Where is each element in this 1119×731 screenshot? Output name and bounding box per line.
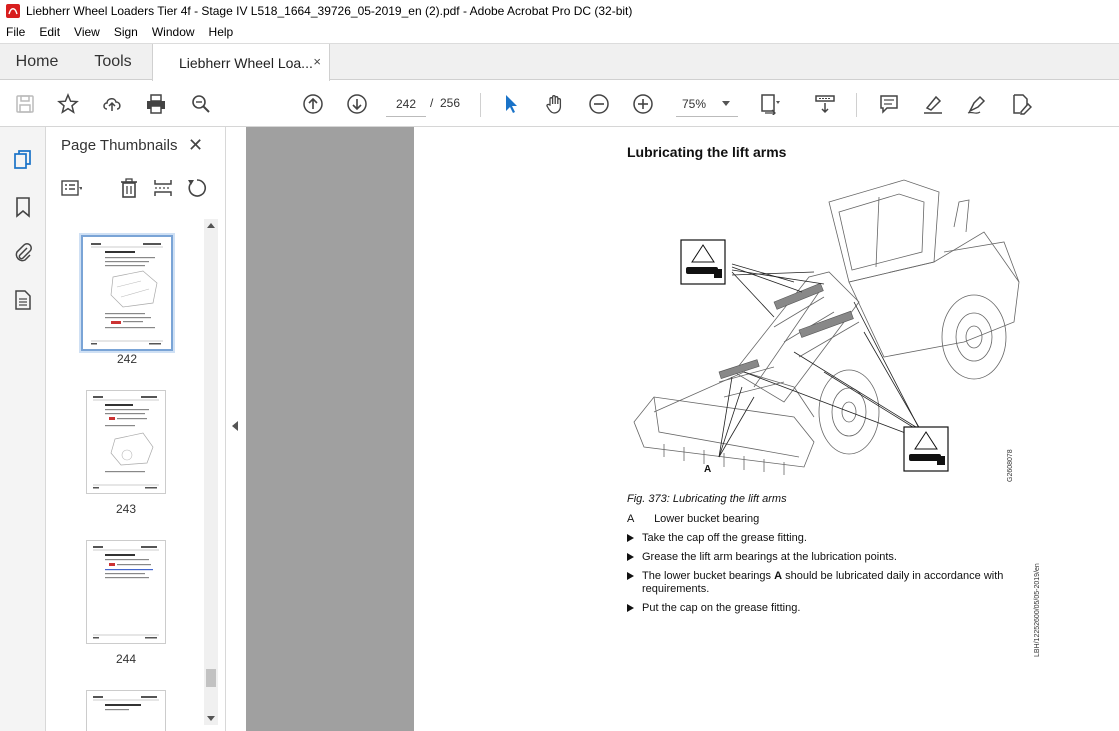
title-bar: [0, 0, 1119, 22]
instruction-step: [627, 602, 1017, 615]
zoom-value: 75%: [682, 96, 707, 111]
zoom-out-icon[interactable]: [586, 91, 612, 117]
close-tab-icon[interactable]: ×: [313, 54, 321, 69]
menu-window[interactable]: Window: [151, 25, 195, 39]
step-bullet-icon: [627, 553, 634, 561]
scrollbar-thumb[interactable]: [206, 669, 216, 687]
step-text-post: should be lubricated daily in accordance with requirements.: [642, 570, 1004, 595]
thumbnail-list[interactable]: [46, 219, 204, 731]
rotate-page-icon[interactable]: [184, 175, 210, 201]
figure-caption: Fig. 373: Lubricating the lift arms: [627, 493, 787, 505]
tab-bar: [0, 43, 1119, 80]
scroll-down-icon[interactable]: [207, 716, 215, 721]
thumbnail-page-242[interactable]: [81, 235, 173, 351]
save-icon[interactable]: [12, 91, 38, 117]
page-down-icon[interactable]: [344, 91, 370, 117]
thumbnail-options-icon[interactable]: [58, 175, 84, 201]
step-text: Put the cap on the grease fitting.: [642, 602, 801, 614]
window-title: Liebherr Wheel Loaders Tier 4f - Stage IV L518_1664_39726_05-2019_en (2).pdf - Adobe Acrobat Pro DC (32-bit): [26, 4, 633, 18]
print-icon[interactable]: [143, 91, 169, 117]
total-pages: 256: [440, 96, 461, 110]
bookmark-icon[interactable]: [10, 194, 36, 220]
panel-title: Page Thumbnails: [61, 137, 178, 154]
step-text-bold: A: [774, 570, 783, 582]
instruction-step: [627, 551, 1017, 564]
menu-edit[interactable]: Edit: [39, 25, 61, 39]
thumbnail-preview: [87, 691, 165, 731]
page-thumbnails-icon[interactable]: [10, 147, 36, 173]
instruction-step: [627, 570, 1017, 596]
thumbnail-toolbar: [58, 175, 218, 201]
attachment-icon[interactable]: [10, 240, 36, 266]
step-bullet-icon: [627, 534, 634, 542]
scroll-mode-icon[interactable]: [812, 91, 838, 117]
grease-warning-icon: [681, 240, 725, 284]
zoom-select[interactable]: [676, 91, 738, 117]
zoom-search-icon[interactable]: [188, 91, 214, 117]
thumbnail-label: 244: [115, 652, 137, 666]
document-side-code: LBH/12252600/05/05-2019/en: [1034, 563, 1041, 657]
page-number-input[interactable]: [386, 91, 426, 117]
figure-legend: [627, 513, 759, 525]
menu-help[interactable]: Help: [208, 25, 234, 39]
thumbnail-label: 243: [115, 502, 137, 516]
insert-page-icon[interactable]: [150, 175, 176, 201]
comment-icon[interactable]: [876, 91, 902, 117]
menu-bar: [0, 22, 1119, 42]
acrobat-app-icon: [6, 4, 20, 18]
step-bullet-icon: [627, 604, 634, 612]
menu-file[interactable]: File: [6, 25, 26, 39]
step-bullet-icon: [627, 572, 634, 580]
close-panel-icon[interactable]: ✕: [188, 135, 204, 155]
zoom-in-icon[interactable]: [630, 91, 656, 117]
thumbnail-label: 242: [116, 352, 138, 366]
page-up-icon[interactable]: [300, 91, 326, 117]
thumbnail-page-243[interactable]: [86, 390, 166, 494]
delete-page-icon[interactable]: [116, 175, 142, 201]
figure-code: G2608078: [1007, 449, 1014, 482]
step-text: [642, 570, 1017, 596]
legend-text: Lower bucket bearing: [654, 513, 760, 525]
instruction-step: [627, 532, 1017, 545]
panel-collapse-handle[interactable]: [226, 127, 246, 731]
step-text-pre: The lower bucket bearings: [642, 570, 775, 582]
thumbnail-panel: [46, 127, 226, 731]
legend-key: A: [627, 513, 635, 525]
tab-home[interactable]: Home: [15, 53, 59, 70]
pdf-page: [414, 127, 1119, 731]
main-toolbar: [0, 81, 1119, 127]
thumbnail-preview: [87, 391, 165, 493]
thumbnail-preview: [87, 541, 165, 643]
grease-warning-icon: [904, 427, 948, 471]
page-separator: /: [430, 96, 434, 110]
tab-tools[interactable]: Tools: [94, 53, 132, 70]
document-layers-icon[interactable]: [10, 287, 36, 313]
upload-icon[interactable]: [99, 91, 125, 117]
edit-text-icon[interactable]: [1008, 91, 1034, 117]
thumbnail-preview: [83, 237, 171, 349]
page-heading: Lubricating the lift arms: [627, 144, 787, 160]
toolbar-divider: [856, 93, 857, 117]
step-text: Grease the lift arm bearings at the lubrication points.: [642, 551, 897, 563]
hand-icon[interactable]: [542, 91, 568, 117]
toolbar-divider: [480, 93, 481, 117]
thumbnail-scrollbar[interactable]: [204, 219, 218, 725]
wheel-loader-illustration: [624, 172, 1024, 482]
tab-document[interactable]: [152, 44, 330, 81]
star-icon[interactable]: [55, 91, 81, 117]
chevron-down-icon: [722, 101, 730, 106]
tab-document-label: Liebherr Wheel Loa...: [179, 54, 313, 71]
figure-callout-label: A: [704, 464, 712, 475]
thumbnail-page-245[interactable]: [86, 690, 166, 731]
document-view[interactable]: [246, 127, 1119, 731]
select-cursor-icon[interactable]: [498, 91, 524, 117]
thumbnail-page-244[interactable]: [86, 540, 166, 644]
chevron-left-icon: [232, 421, 238, 431]
left-nav-rail: [0, 127, 46, 731]
menu-sign[interactable]: Sign: [113, 25, 138, 39]
fit-page-icon[interactable]: [756, 91, 782, 117]
step-text: Take the cap off the grease fitting.: [642, 532, 807, 544]
highlight-icon[interactable]: [920, 91, 946, 117]
scroll-up-icon[interactable]: [207, 223, 215, 228]
menu-view[interactable]: View: [74, 25, 100, 39]
draw-icon[interactable]: [964, 91, 990, 117]
